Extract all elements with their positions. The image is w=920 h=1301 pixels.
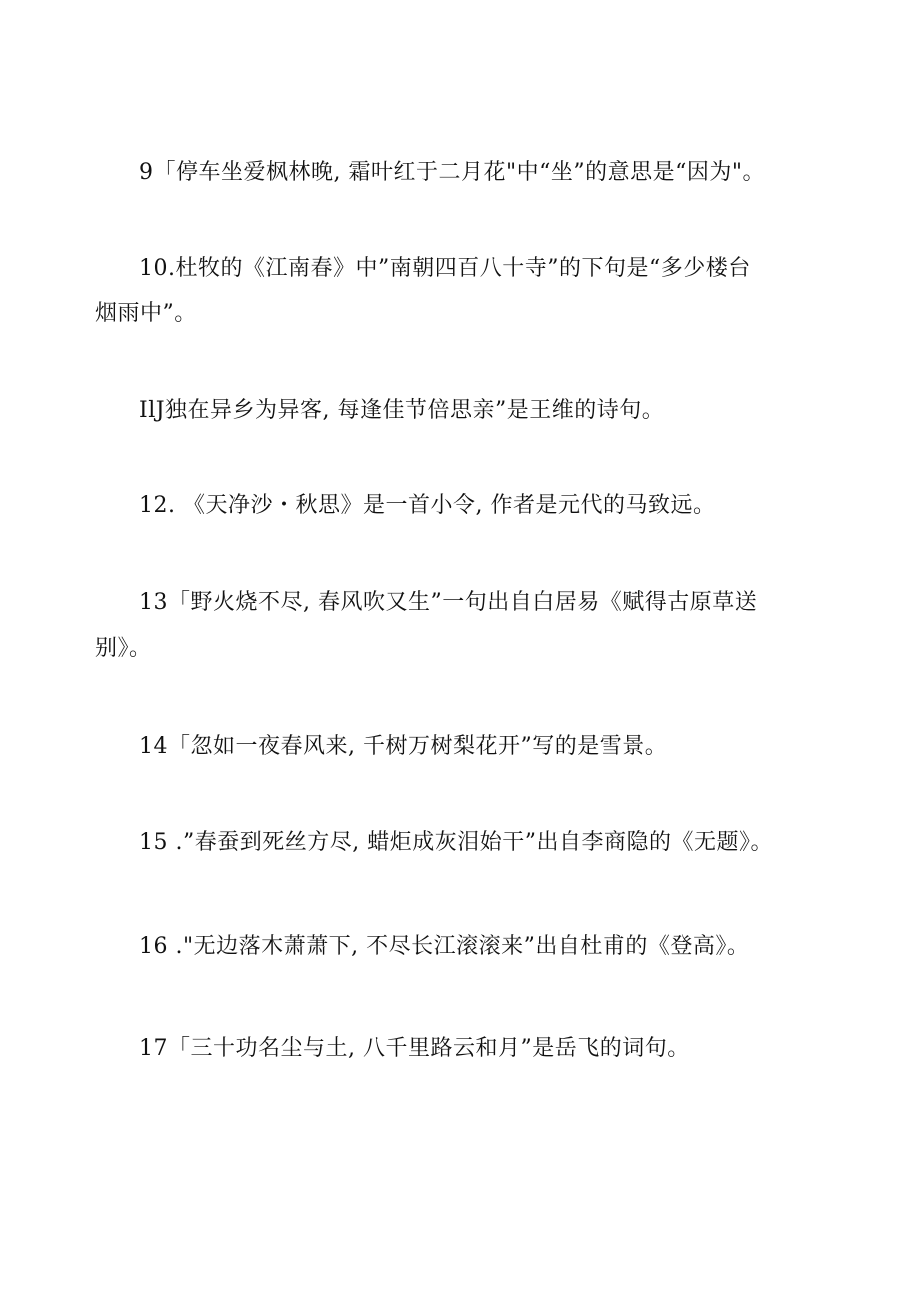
item-13-line-2: 别》。 xyxy=(95,636,152,661)
item-13-line-1: 13「野火烧不尽, 春风吹又生”一句出自白居易《赋得古原草送 xyxy=(139,590,758,615)
item-14-line-1: 14「忽如一夜春风来, 千树万树梨花开”写的是雪景。 xyxy=(139,734,668,759)
item-11-line-1: IlJ独在异乡为异客, 每逢佳节倍思亲”是王维的诗句。 xyxy=(139,398,665,423)
item-12-line-1: 12. 《天净沙・秋思》是一首小令, 作者是元代的马致远。 xyxy=(139,493,716,518)
item-17-line-1: 17「三十功名尘与土, 八千里路云和月”是岳飞的词句。 xyxy=(139,1036,690,1061)
item-9-line-1: 9「停车坐爱枫林晚, 霜叶红于二月花"中“坐”的意思是“因为"。 xyxy=(139,160,765,185)
item-10-line-1: 10.杜牧的《江南春》中”南朝四百八十寺”的下句是“多少楼台 xyxy=(139,256,751,281)
item-16-line-1: 16 ."无边落木萧萧下, 不尽长江滚滚来”出自杜甫的《登高》。 xyxy=(139,934,750,959)
item-10-line-2: 烟雨中”。 xyxy=(95,301,197,326)
item-15-line-1: 15 .”春蚕到死丝方尽, 蜡炬成灰泪始干”出自李商隐的《无题》。 xyxy=(139,830,773,855)
